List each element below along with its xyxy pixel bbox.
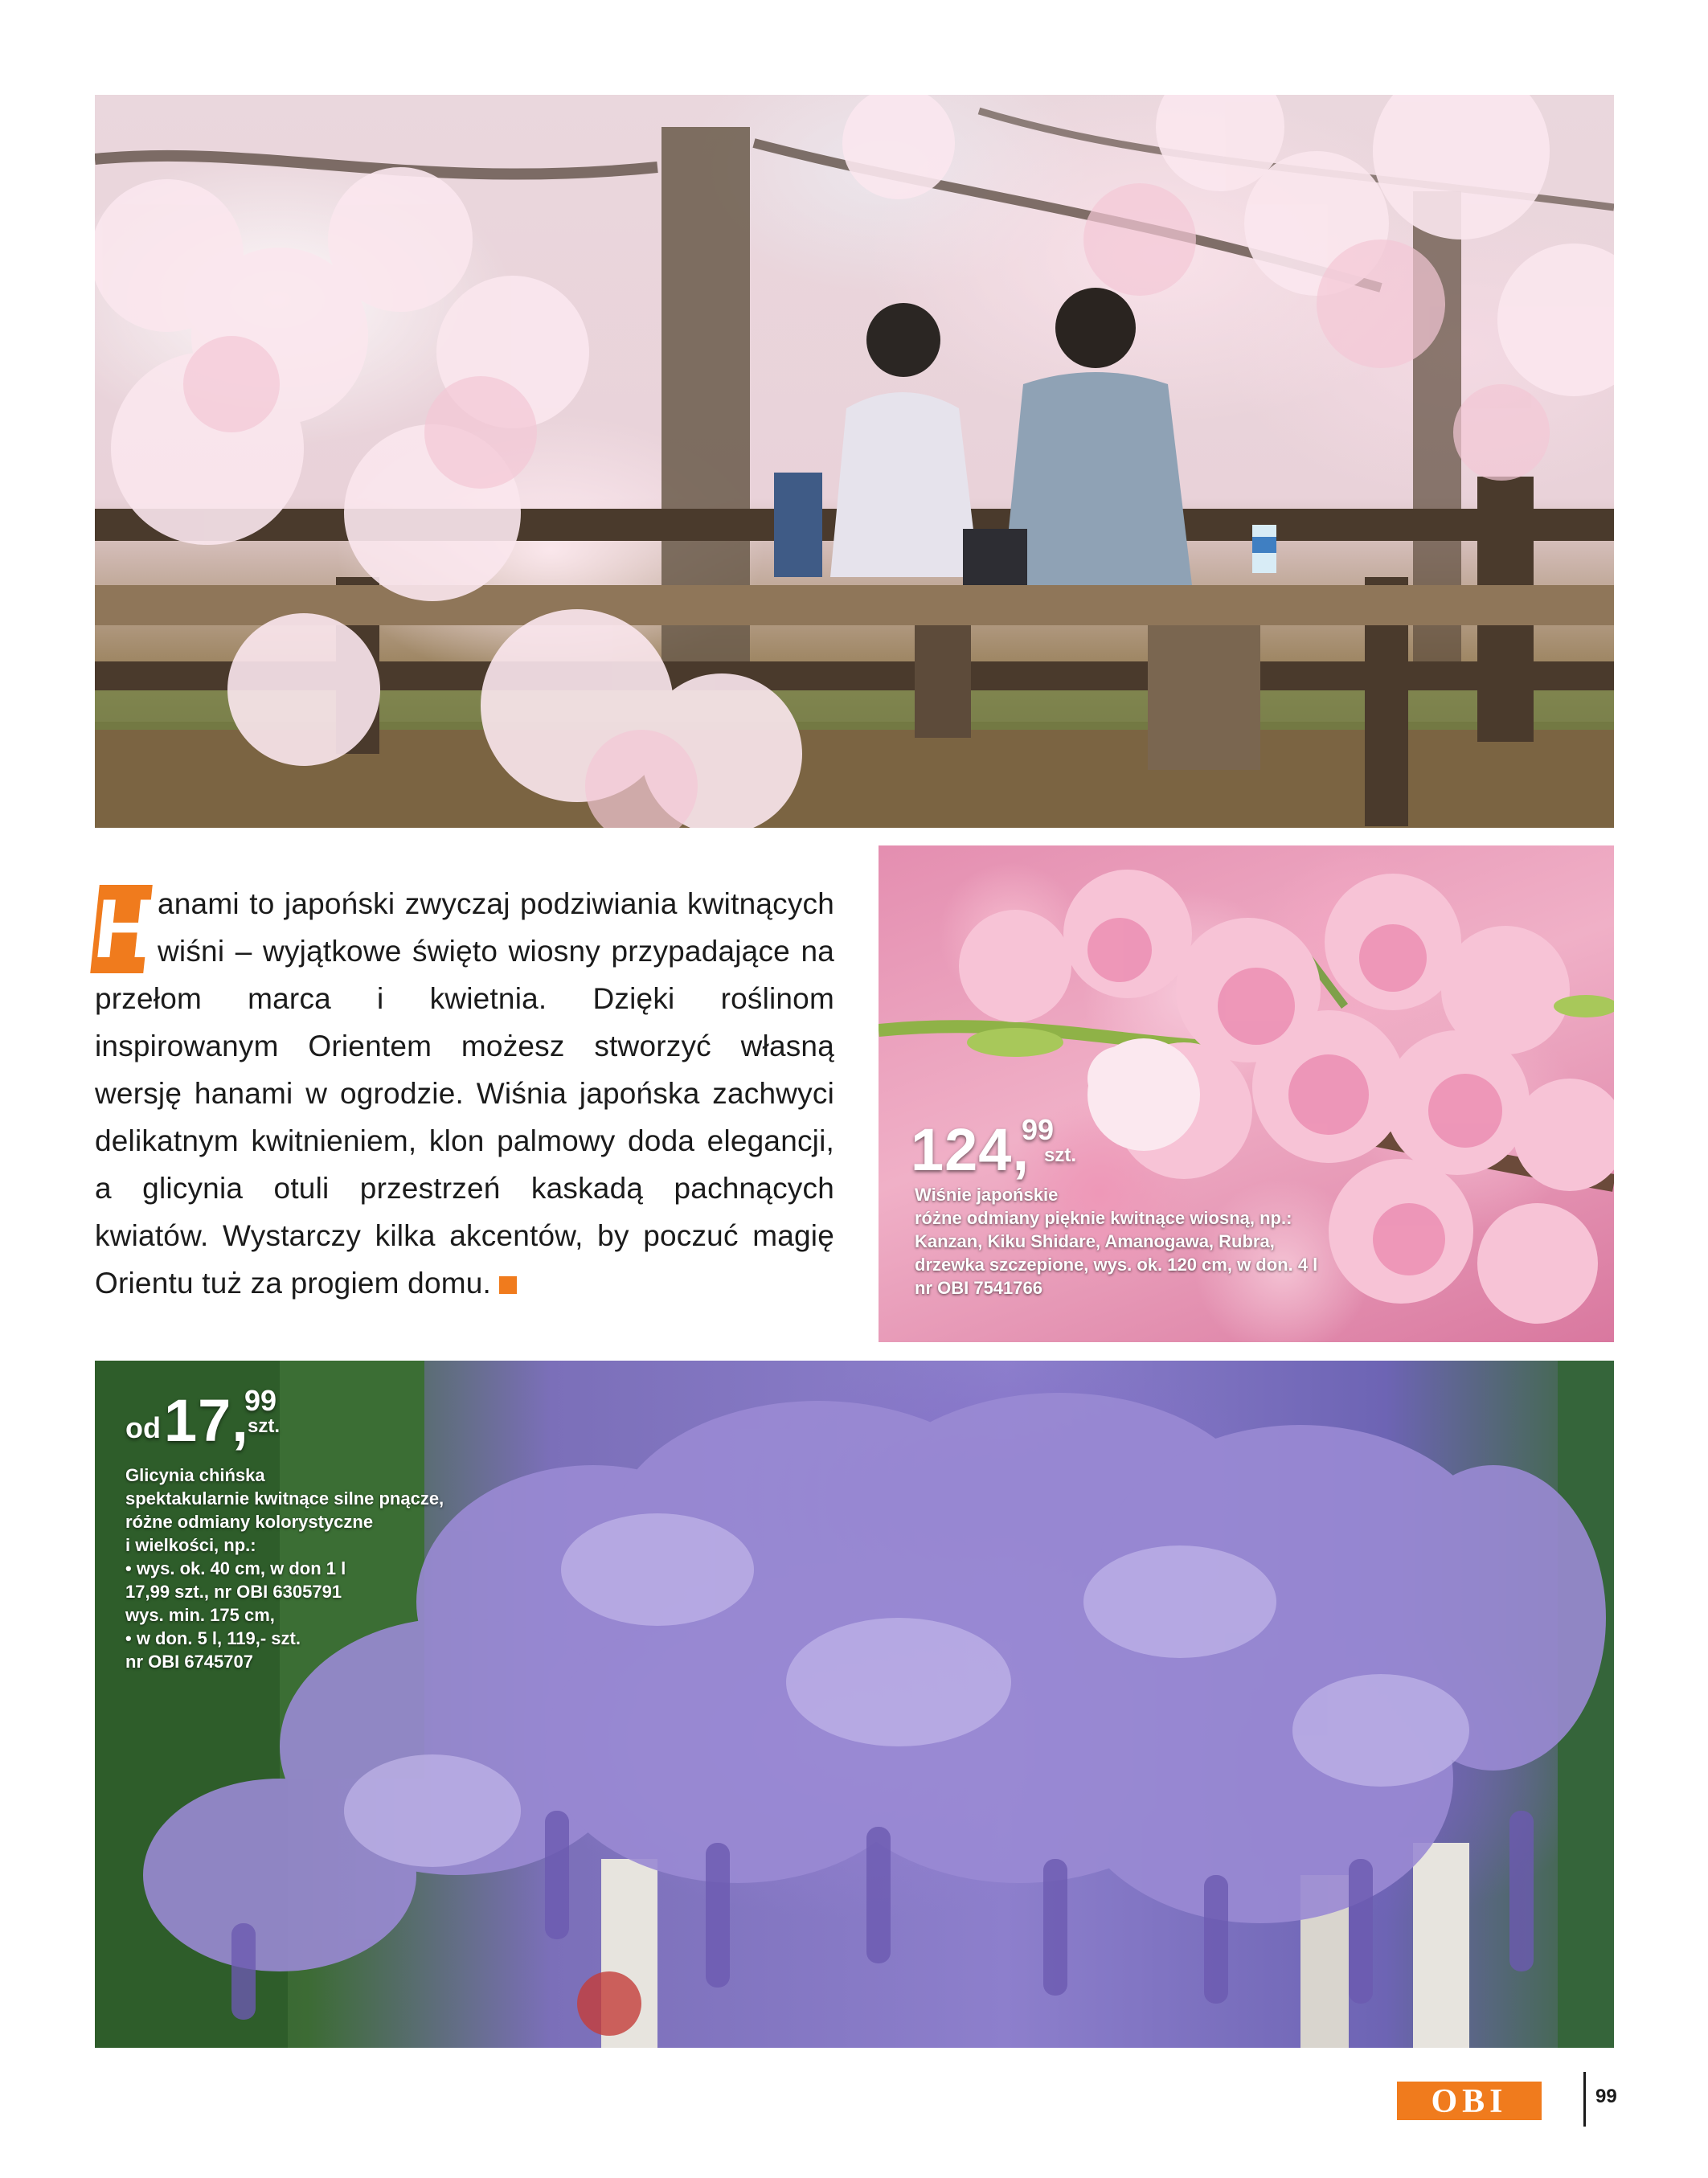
wisteria-description — [125, 1464, 444, 1673]
cherry-price-main: 124, — [911, 1116, 1030, 1183]
cherry-description — [915, 1183, 1317, 1300]
cherry-description-line: drzewka szczepione, wys. ok. 120 cm, w don. 4 l — [915, 1255, 1318, 1275]
cherry-description-line: nr OBI 7541766 — [915, 1278, 1042, 1298]
wisteria-description-line: nr OBI 6745707 — [125, 1652, 253, 1672]
intro-paragraph — [89, 880, 834, 1307]
page-number: 99 — [1595, 2086, 1617, 2107]
cherry-price-badge — [911, 1113, 1077, 1183]
wisteria-description-line: różne odmiany kolorystyczne — [125, 1512, 374, 1532]
wisteria-price-main: 17, — [164, 1387, 249, 1454]
cherry-description-line: różne odmiany pięknie kwitnące wiosną, np.: — [915, 1208, 1292, 1228]
wisteria-description-line: i wielkości, np.: — [125, 1535, 256, 1555]
cherry-description-line: Wiśnie japońskie — [915, 1185, 1059, 1205]
wisteria-description-line: spektakularnie kwitnące silne pnącze, — [125, 1488, 444, 1509]
cherry-price-cents: 99 — [1022, 1113, 1055, 1146]
footer-divider — [1583, 2072, 1586, 2127]
hero-photo-cherry-blossom-bench — [95, 95, 1614, 828]
drop-cap: H — [89, 882, 161, 976]
wisteria-photo — [95, 1361, 1614, 2048]
wisteria-description-line: • w don. 5 l, 119,- szt. — [125, 1628, 301, 1648]
obi-logo-text: OBI — [1431, 2083, 1508, 2120]
cherry-blossom-photo — [879, 845, 1614, 1342]
wisteria-description-line: 17,99 szt., nr OBI 6305791 — [125, 1582, 342, 1602]
wisteria-price-prefix: od — [125, 1411, 161, 1444]
cherry-description-line: Kanzan, Kiku Shidare, Amanogawa, Rubra, — [915, 1231, 1275, 1251]
cherry-price-unit: szt. — [1044, 1144, 1077, 1166]
wisteria-price-cents: 99 — [244, 1384, 277, 1417]
wisteria-description-line: Glicynia chińska — [125, 1465, 265, 1485]
end-mark-square — [499, 1276, 517, 1294]
hero-photo-illustration — [95, 95, 1614, 828]
obi-logo — [1397, 2082, 1542, 2120]
wisteria-price-unit: szt. — [248, 1415, 281, 1437]
wisteria-description-line: • wys. ok. 40 cm, w don 1 l — [125, 1558, 346, 1578]
wisteria-description-line: wys. min. 175 cm, — [125, 1605, 275, 1625]
wisteria-price-badge — [125, 1384, 281, 1454]
intro-text: anami to japoński zwyczaj podziwiania kwitnących wiśni – wyjątkowe święto wiosny przypadające na przełom marca i kwietnia. Dzięki roślinom inspirowanym Orientem możesz stworzyć własną wersję hanami w ogrodzie. Wiśnia japońska zachwyci delikatnym kwitnieniem, klon palmowy doda elegancji, a glicynia otuli przestrzeń kaskadą pachnących kwiatów. Wystarczy kilka akcentów, by poczuć magię Orientu tuż za progiem domu. — [95, 887, 834, 1300]
